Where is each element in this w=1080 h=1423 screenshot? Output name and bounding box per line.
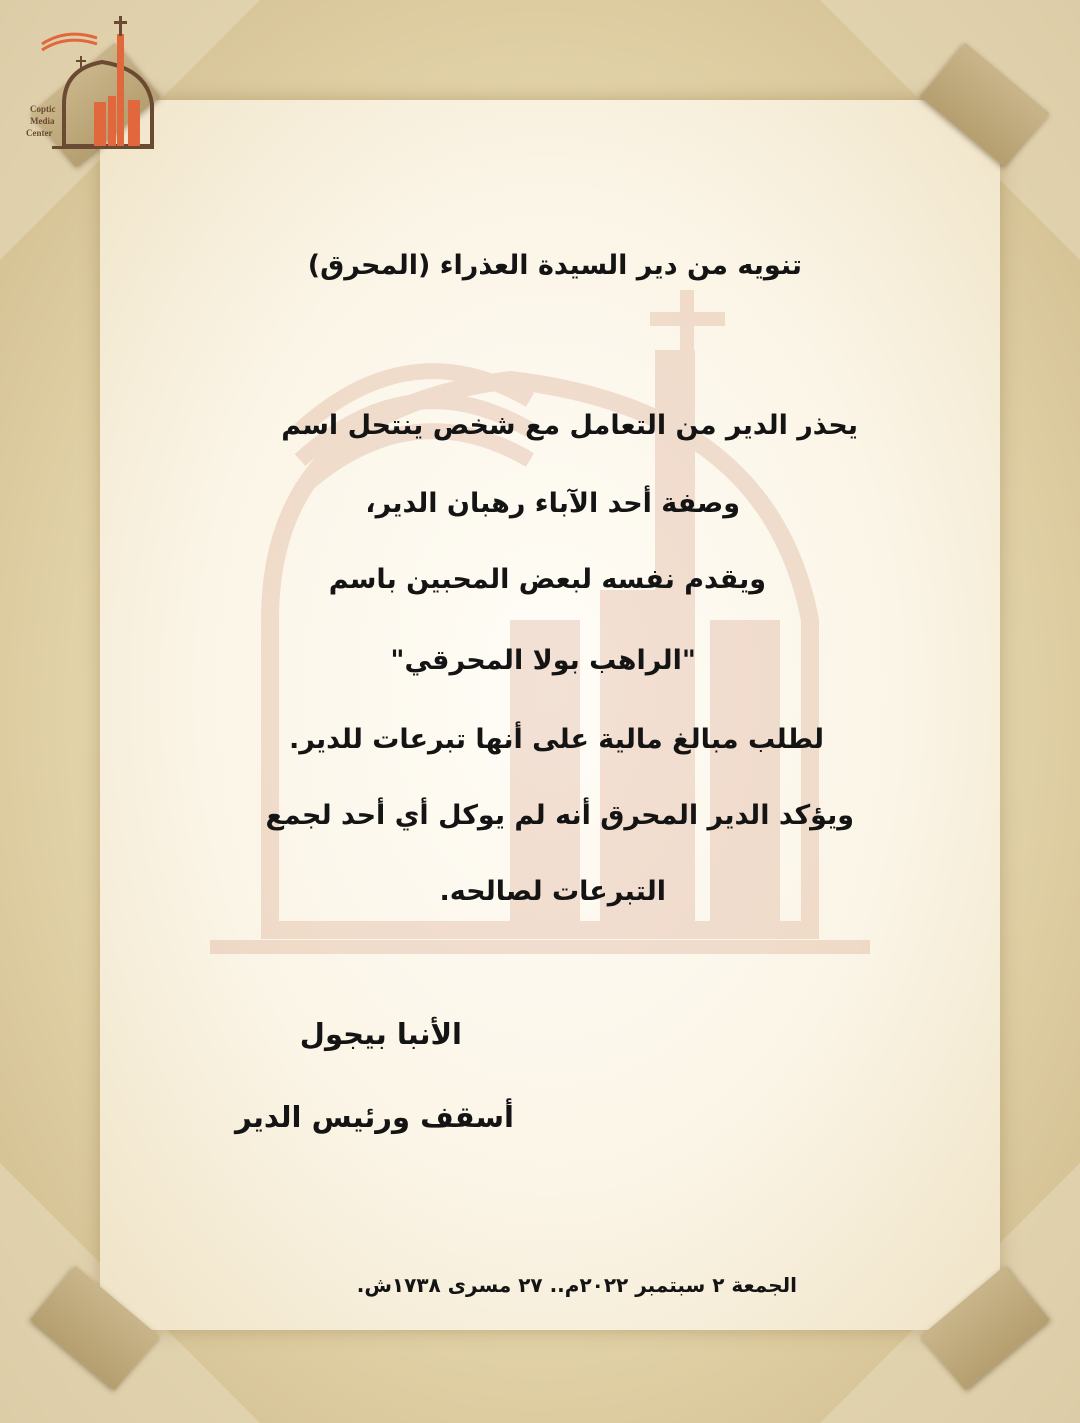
notice-line-7: التبرعات لصالحه.	[439, 876, 666, 907]
logo-text-coptic: Coptic	[30, 104, 56, 114]
logo-text-media: Media	[30, 116, 55, 126]
notice-date: الجمعة ٢ سبتمبر ٢٠٢٢م.. ٢٧ مسرى ١٧٣٨ش.	[356, 1273, 797, 1297]
notice-title: تنويه من دير السيدة العذراء (المحرق)	[307, 250, 802, 281]
watermark-logo	[210, 290, 870, 960]
coptic-media-center-logo	[22, 14, 162, 154]
signature-name: الأنبا بيجول	[299, 1017, 462, 1051]
notice-line-6: ويؤكد الدير المحرق أنه لم يوكل أي أحد لجمع	[265, 800, 854, 831]
notice-line-5: لطلب مبالغ مالية على أنها تبرعات للدير.	[288, 724, 824, 755]
notice-line-1: يحذر الدير من التعامل مع شخص ينتحل اسم	[281, 410, 858, 441]
notice-line-3: ويقدم نفسه لبعض المحبين باسم	[328, 564, 766, 595]
notice-line-4: "الراهب بولا المحرقي"	[390, 645, 696, 676]
logo-text-center: Center	[26, 128, 53, 138]
signature-title: أسقف ورئيس الدير	[234, 1100, 514, 1134]
notice-line-2: وصفة أحد الآباء رهبان الدير،	[365, 488, 740, 519]
